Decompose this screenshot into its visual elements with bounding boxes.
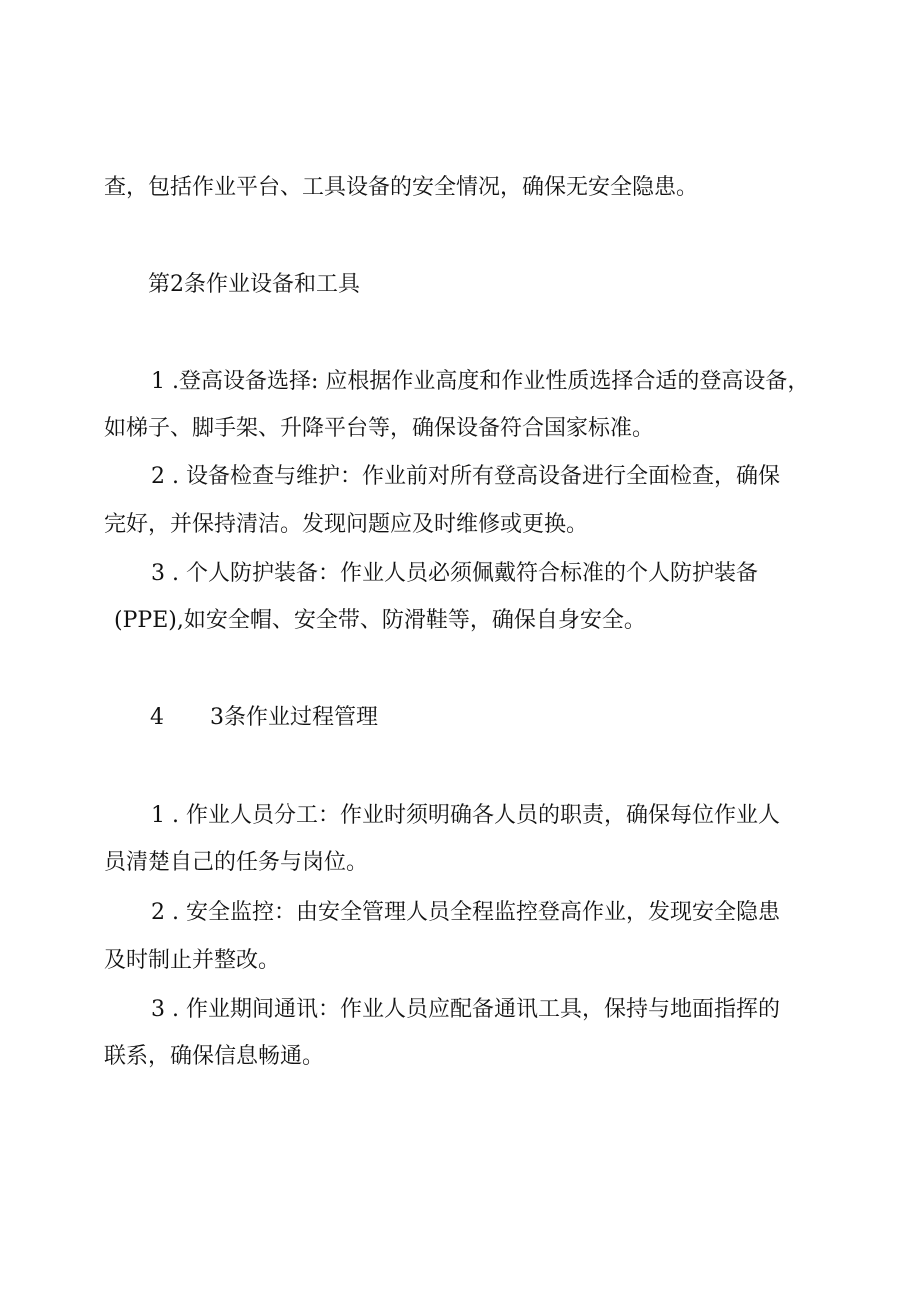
- list-item-text: 如梯子、脚手架、升降平台等，确保设备符合国家标准。: [104, 416, 655, 441]
- list-item-text: . 安全监控：由安全管理人员全程监控登高作业，发现安全隐患: [172, 900, 780, 925]
- list-item-text: . 作业期间通讯：作业人员应配备通讯工具，保持与地面指挥的: [172, 997, 780, 1022]
- item-number: 3: [151, 561, 165, 586]
- list-item-text: .登高设备选择: 应根据作业高度和作业性质选择合适的登高设备，: [172, 369, 810, 394]
- item-number: 2: [151, 464, 165, 489]
- section-3-heading-prefix: 4: [150, 705, 164, 730]
- item-number: 2: [151, 900, 165, 925]
- item-number: 1: [151, 803, 165, 828]
- list-item-text: 及时制止并整改。: [104, 948, 281, 973]
- section-2-heading: 第2条作业设备和工具: [148, 272, 360, 297]
- list-item-text: 员清楚自己的任务与岗位。: [104, 850, 369, 875]
- list-item-text: . 个人防护装备：作业人员必须佩戴符合标准的个人防护装备: [172, 561, 758, 586]
- list-item-number: [151, 462, 165, 492]
- item-number: 3: [151, 997, 165, 1022]
- list-item-text: . 设备检查与维护：作业前对所有登高设备进行全面检查，确保: [172, 464, 780, 489]
- list-item-text: 完好，并保持清洁。发现问题应及时维修或更换。: [104, 512, 589, 537]
- list-item-number: [151, 559, 165, 589]
- list-item-text: 联系，确保信息畅通。: [104, 1044, 325, 1069]
- list-item-number: [151, 898, 165, 928]
- list-item-text: (PPE),如安全帽、安全带、防滑鞋等，确保自身安全。: [114, 608, 646, 633]
- list-item-number: [151, 995, 165, 1025]
- list-item-number: [151, 801, 165, 831]
- section-3-heading: 3条作业过程管理: [210, 705, 378, 730]
- item-number: 1: [151, 369, 165, 394]
- continuation-text: 查，包括作业平台、工具设备的安全情况，确保无安全隐患。: [104, 175, 699, 200]
- list-item-number: [151, 367, 165, 397]
- list-item-text: . 作业人员分工：作业时须明确各人员的职责，确保每位作业人: [172, 803, 780, 828]
